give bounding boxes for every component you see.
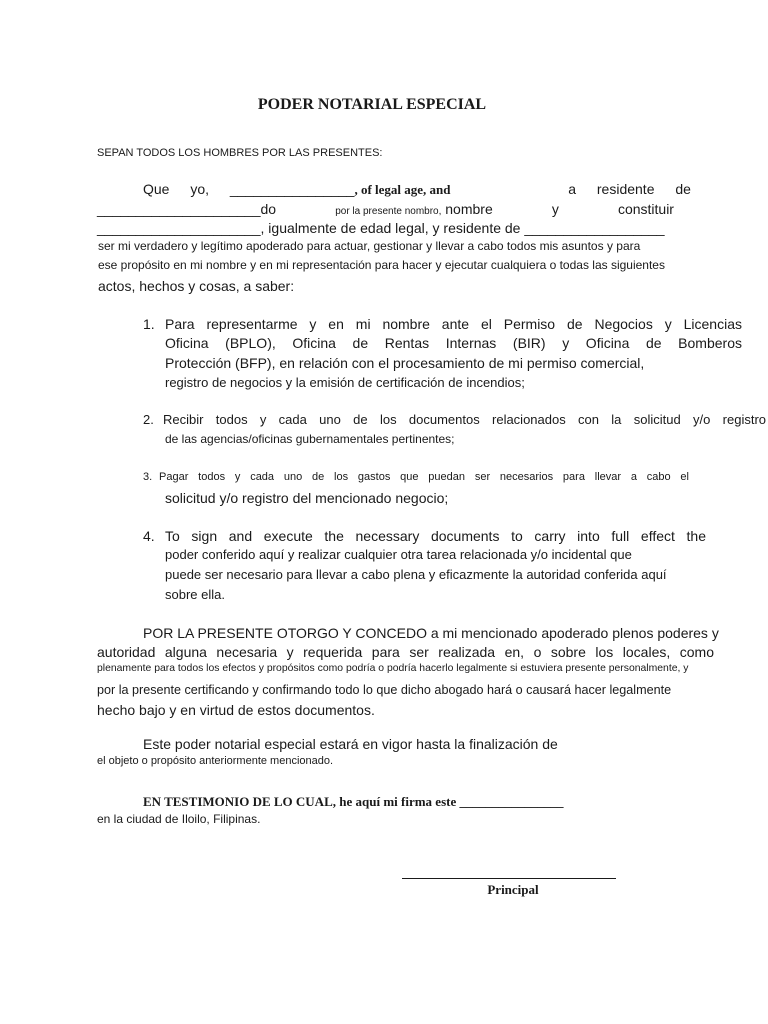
item-2-line-2: de las agencias/oficinas gubernamentales pertinentes;: [165, 432, 455, 446]
item-3-number: 3.: [143, 471, 153, 483]
intro-word: residente: [596, 181, 655, 197]
legal-age-text: , of legal age, and: [354, 182, 451, 197]
item-1-line-1: Para representarme y en mi nombre ante el Permiso de Negocios y Licencias: [165, 316, 742, 332]
validity-line-2: el objeto o propósito anteriormente mencionado.: [97, 755, 334, 767]
intro-word: de: [675, 181, 691, 197]
item-4-line-3: puede ser necesario para llevar a cabo plena y eficazmente la autoridad conferida aquí: [165, 567, 667, 582]
document-title: PODER NOTARIAL ESPECIAL: [257, 96, 487, 113]
item-1-number: 1.: [143, 316, 155, 332]
item-1-line-4: registro de negocios y la emisión de certificación de incendios;: [165, 375, 525, 390]
grant-line-5: hecho bajo y en virtud de estos documentos.: [97, 702, 375, 718]
item-1-line-3: Protección (BFP), en relación con el procesamiento de mi permiso comercial,: [165, 355, 645, 371]
item-4-number: 4.: [143, 528, 155, 544]
item-1-line-2: Oficina (BPLO), Oficina de Rentas Internas (BIR) y Oficina de Bomberos: [165, 335, 742, 351]
signature-line: [402, 878, 616, 879]
intro-word: constituir: [617, 201, 674, 217]
item-3-line-2: solicitud y/o registro del mencionado negocio;: [165, 490, 449, 506]
blank: _____________________: [97, 201, 261, 217]
grant-line-1: POR LA PRESENTE OTORGO Y CONCEDO a mi mencionado apoderado plenos poderes y: [143, 625, 719, 641]
intro-word: Que: [143, 181, 170, 197]
grant-line-2: autoridad alguna necesaria y requerida para ser realizada en, o sobre los locales, como: [97, 644, 714, 660]
intro-appoint: [335, 201, 493, 217]
intro-line-5: ese propósito en mi nombre y en mi representación para hacer y ejecutar cualquiera o todas las siguientes: [98, 258, 665, 272]
intro-line-2: [97, 201, 674, 217]
grant-line-4: por la presente certificando y confirmando todo lo que dicho abogado hará o causará hacer legalmente: [97, 683, 672, 697]
witness-line-1: EN TESTIMONIO DE LO CUAL, he aquí mi firma este ________________: [143, 794, 564, 809]
intro-blank-do: [97, 201, 276, 217]
signature-label: Principal: [487, 882, 539, 897]
grant-line-3: plenamente para todos los efectos y propósitos como podría o podría hacerlo legalmente si estuviera presente personalmente, y: [97, 663, 689, 674]
item-2-number: 2.: [143, 412, 154, 427]
intro-line-1: [143, 181, 691, 198]
intro-word: y: [551, 201, 559, 217]
item-3-line-1: Pagar todos y cada uno de los gastos que puedan ser necesarios para llevar a cabo el: [159, 471, 689, 483]
item-4-line-2: poder conferido aquí y realizar cualquier otra tarea relacionada y/o incidental que: [165, 547, 632, 562]
blank: _____________________: [97, 220, 261, 236]
item-2-line-1: Recibir todos y cada uno de los documentos relacionados con la solicitud y/o registro: [163, 412, 766, 427]
blank: __________________: [524, 220, 665, 236]
name-blank: ________________: [229, 181, 355, 197]
intro-word: do: [260, 201, 277, 217]
intro-line-3: [97, 220, 665, 236]
intro-line-6: actos, hechos y cosas, a saber:: [98, 278, 295, 294]
salutation: SEPAN TODOS LOS HOMBRES POR LAS PRESENTES:: [97, 147, 383, 159]
validity-line-1: Este poder notarial especial estará en vigor hasta la finalización de: [143, 736, 558, 752]
intro-word: a: [568, 181, 577, 197]
intro-name-with-age: [230, 181, 451, 198]
intro-word: yo,: [190, 181, 210, 197]
item-4-line-4: sobre ella.: [165, 587, 225, 602]
appoint-small-text: por la presente nombro,: [335, 206, 442, 217]
intro-line-4: ser mi verdadero y legítimo apoderado para actuar, gestionar y llevar a cabo todos mis asuntos y para: [98, 239, 641, 253]
intro-text: , igualmente de edad legal, y residente de: [260, 220, 521, 236]
intro-word: nombre: [445, 201, 493, 217]
witness-line-2: en la ciudad de Iloilo, Filipinas.: [97, 812, 261, 826]
item-4-line-1: To sign and execute the necessary documents to carry into full effect the: [165, 528, 706, 544]
